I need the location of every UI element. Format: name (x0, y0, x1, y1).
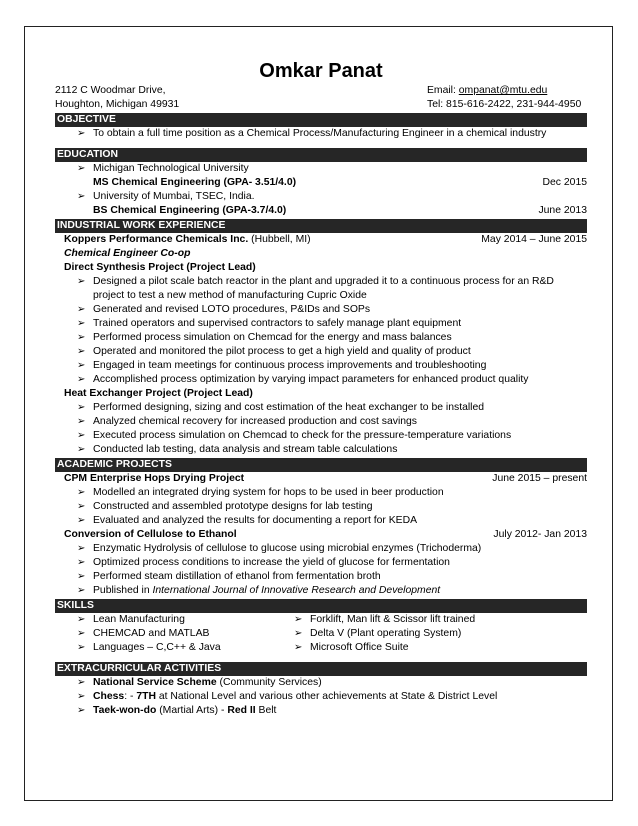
nss-title: National Service Scheme (93, 677, 217, 688)
list-item: ➢ Performed steam distillation of ethanol from fermentation broth (55, 570, 587, 584)
nss-detail: (Community Services) (216, 677, 322, 688)
contact-row-1 (55, 84, 587, 98)
list-item: ➢ Operated and monitored the pilot process to get a high yield and quality of product (55, 345, 587, 359)
academic-project-row-2 (55, 528, 587, 542)
experience-company-row (55, 233, 587, 247)
list-item: ➢ Designed a pilot scale batch reactor in the plant and upgraded it to a continuous process for an R&D project to test a new method of manufacturing Cupric Oxide (55, 275, 587, 303)
education-date-2: June 2013 (538, 205, 587, 216)
experience-role: Chemical Engineer Co-op (64, 248, 191, 259)
education-school-1: ➢ Michigan Technological University (55, 162, 587, 176)
skill-item: ➢ Delta V (Plant operating System) (272, 627, 489, 641)
skill-item: ➢ CHEMCAD and MATLAB (55, 627, 272, 641)
education-degree-2: BS Chemical Engineering (GPA-3.7/4.0) (93, 205, 287, 216)
education-degree-1: MS Chemical Engineering (GPA- 3.51/4.0) (93, 177, 297, 188)
email-label: Email: (427, 85, 459, 96)
section-header-education: EDUCATION (55, 148, 587, 162)
contact-row-2 (55, 98, 587, 112)
list-item: ➢ Conducted lab testing, data analysis and stream table calculations (55, 443, 587, 457)
objective-text: ➢ To obtain a full time position as a Chemical Process/Manufacturing Engineer in a chemical industry (55, 127, 587, 141)
chess-title: Chess (93, 691, 125, 702)
education-school-2: ➢ University of Mumbai, TSEC, India. (55, 190, 587, 204)
publication-journal: International Journal of Innovative Research and Development (152, 585, 441, 596)
chess-sep: : - (124, 691, 137, 702)
education-degree-row-1 (55, 176, 587, 190)
academic-project-row-1 (55, 472, 587, 486)
list-item: ➢ Evaluated and analyzed the results for documenting a report for KEDA (55, 514, 587, 528)
project-title-1: Direct Synthesis Project (Project Lead) (64, 262, 256, 273)
list-item: ➢ Executed process simulation on Chemcad to check for the pressure-temperature variations (55, 429, 587, 443)
section-header-objective: OBJECTIVE (55, 113, 587, 127)
section-header-extracurricular: EXTRACURRICULAR ACTIVITIES (55, 662, 587, 676)
phone-line: Tel: 815-616-2422, 231-944-4950 (427, 99, 582, 110)
candidate-name: Omkar Panat (259, 60, 383, 82)
extracurricular-item-taekwondo (55, 704, 587, 718)
skill-item: ➢ Microsoft Office Suite (272, 641, 489, 655)
list-item: ➢ Optimized process conditions to increase the yield of glucose for fermentation (55, 556, 587, 570)
publication-prefix: Published in (93, 585, 153, 596)
taekwondo-suffix: Belt (255, 705, 277, 716)
list-item: ➢ Engaged in team meetings for continuous process improvements and troubleshooting (55, 359, 587, 373)
email-line (427, 84, 587, 98)
section-header-experience: INDUSTRIAL WORK EXPERIENCE (55, 219, 587, 233)
chess-rank: 7TH (136, 691, 156, 702)
skills-column-left (55, 613, 272, 655)
list-item: ➢ Performed designing, sizing and cost estimation of the heat exchanger to be installed (55, 401, 587, 415)
skill-item: ➢ Languages – C,C++ & Java (55, 641, 272, 655)
list-item: ➢ Constructed and assembled prototype designs for lab testing (55, 500, 587, 514)
taekwondo-belt: Red II (227, 705, 256, 716)
list-item: ➢ Accomplished process optimization by varying impact parameters for enhanced product quality (55, 373, 587, 387)
extracurricular-item-chess (55, 690, 587, 704)
extracurricular-item-nss (55, 676, 587, 690)
academic-project-dates-2: July 2012- Jan 2013 (493, 529, 587, 540)
taekwondo-title: Taek-won-do (93, 705, 157, 716)
academic-project-title-2: Conversion of Cellulose to Ethanol (64, 529, 237, 540)
list-item: ➢ Generated and revised LOTO procedures, P&IDs and SOPs (55, 303, 587, 317)
address-line-1: 2112 C Woodmar Drive, (55, 85, 166, 96)
list-item: ➢ Trained operators and supervised contractors to safely manage plant equipment (55, 317, 587, 331)
resume (55, 58, 587, 718)
academic-project-title-1: CPM Enterprise Hops Drying Project (64, 473, 245, 484)
publication-item (55, 584, 587, 598)
project-title-2: Heat Exchanger Project (Project Lead) (64, 388, 253, 399)
experience-location: (Hubbell, MI) (248, 234, 311, 245)
chess-detail: at National Level and various other achievements at State & District Level (155, 691, 498, 702)
skill-item: ➢ Forklift, Man lift & Scissor lift trained (272, 613, 489, 627)
section-header-skills: SKILLS (55, 599, 587, 613)
email-link[interactable]: ompanat@mtu.edu (458, 85, 548, 96)
education-date-1: Dec 2015 (542, 177, 587, 188)
skills-column-right (272, 613, 489, 655)
section-header-academic: ACADEMIC PROJECTS (55, 458, 587, 472)
experience-dates: May 2014 – June 2015 (481, 234, 587, 245)
education-degree-row-2 (55, 204, 587, 218)
academic-project-dates-1: June 2015 – present (492, 473, 587, 484)
skill-item: ➢ Lean Manufacturing (55, 613, 272, 627)
list-item: ➢ Performed process simulation on Chemcad for the energy and mass balances (55, 331, 587, 345)
list-item: ➢ Modelled an integrated drying system for hops to be used in beer production (55, 486, 587, 500)
experience-company-line (64, 233, 311, 247)
list-item: ➢ Enzymatic Hydrolysis of cellulose to glucose using microbial enzymes (Trichoderma) (55, 542, 587, 556)
list-item: ➢ Analyzed chemical recovery for increased production and cost savings (55, 415, 587, 429)
skills-grid (55, 613, 587, 655)
taekwondo-sep: (Martial Arts) - (156, 705, 228, 716)
experience-company: Koppers Performance Chemicals Inc. (64, 234, 249, 245)
address-line-2: Houghton, Michigan 49931 (55, 99, 180, 110)
